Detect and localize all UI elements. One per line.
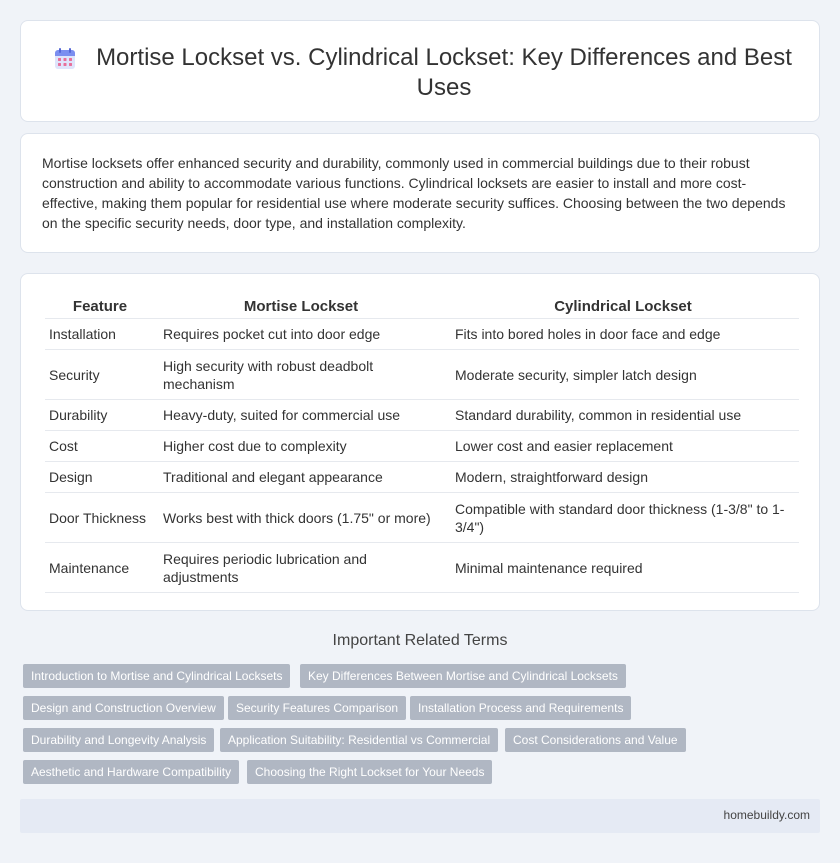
table-cell: Fits into bored holes in door face and edge — [447, 319, 799, 350]
table-cell: Modern, straightforward design — [447, 462, 799, 493]
table-row — [45, 400, 799, 431]
table-cell: Compatible with standard door thickness (1-3/8" to 1-3/4") — [447, 493, 799, 543]
table-cell: Maintenance — [45, 543, 155, 593]
table-cell: Security — [45, 350, 155, 400]
comparison-table — [45, 296, 799, 593]
table-cell: High security with robust deadbolt mechanism — [155, 350, 447, 400]
intro-card — [20, 133, 820, 253]
table-cell: Requires pocket cut into door edge — [155, 319, 447, 350]
table-cell: Requires periodic lubrication and adjustments — [155, 543, 447, 593]
related-term-tag[interactable]: Key Differences Between Mortise and Cylindrical Locksets — [300, 664, 626, 688]
calendar-icon — [53, 47, 77, 71]
header-card — [20, 20, 820, 122]
page-title: Mortise Lockset vs. Cylindrical Lockset: Key Differences and Best Uses — [96, 44, 792, 101]
footer — [20, 799, 820, 833]
table-cell: Heavy-duty, suited for commercial use — [155, 400, 447, 431]
table-row — [45, 462, 799, 493]
related-term-tag[interactable]: Cost Considerations and Value — [505, 728, 686, 752]
column-header: Feature — [45, 296, 155, 319]
table-cell: Design — [45, 462, 155, 493]
table-cell: Moderate security, simpler latch design — [447, 350, 799, 400]
related-term-tag[interactable]: Application Suitability: Residential vs Commercial — [220, 728, 498, 752]
table-cell: Works best with thick doors (1.75" or more) — [155, 493, 447, 543]
table-cell: Durability — [45, 400, 155, 431]
table-row — [45, 543, 799, 593]
related-term-tag[interactable]: Choosing the Right Lockset for Your Needs — [247, 760, 492, 784]
comparison-table-card — [20, 273, 820, 611]
table-cell: Cost — [45, 431, 155, 462]
related-term-tag[interactable]: Aesthetic and Hardware Compatibility — [23, 760, 239, 784]
related-term-tag[interactable]: Installation Process and Requirements — [410, 696, 631, 720]
table-row — [45, 431, 799, 462]
related-term-tag[interactable]: Introduction to Mortise and Cylindrical Locksets — [23, 664, 290, 688]
column-header: Cylindrical Lockset — [447, 296, 799, 319]
column-header: Mortise Lockset — [155, 296, 447, 319]
table-cell: Traditional and elegant appearance — [155, 462, 447, 493]
intro-text: Mortise locksets offer enhanced security and durability, commonly used in commercial buildings due to their robust construction and ability to accommodate various functions. Cylindrical locksets are easier to install and more cost-effective, making them popular for residential use where moderate security suffices. Choosing between the two depends on the specific security needs, door type, and installation complexity. — [42, 155, 786, 231]
table-cell: Lower cost and easier replacement — [447, 431, 799, 462]
table-cell: Standard durability, common in residential use — [447, 400, 799, 431]
related-term-tag[interactable]: Durability and Longevity Analysis — [23, 728, 214, 752]
table-row — [45, 493, 799, 543]
table-cell: Minimal maintenance required — [447, 543, 799, 593]
related-terms-title: Important Related Terms — [332, 632, 508, 649]
table-cell: Door Thickness — [45, 493, 155, 543]
table-row — [45, 350, 799, 400]
table-cell: Installation — [45, 319, 155, 350]
related-term-tag[interactable]: Design and Construction Overview — [23, 696, 224, 720]
related-term-tag[interactable]: Security Features Comparison — [228, 696, 406, 720]
table-row — [45, 319, 799, 350]
footer-site-link[interactable]: homebuildy.com — [723, 808, 810, 822]
table-header-row — [45, 296, 799, 319]
table-cell: Higher cost due to complexity — [155, 431, 447, 462]
